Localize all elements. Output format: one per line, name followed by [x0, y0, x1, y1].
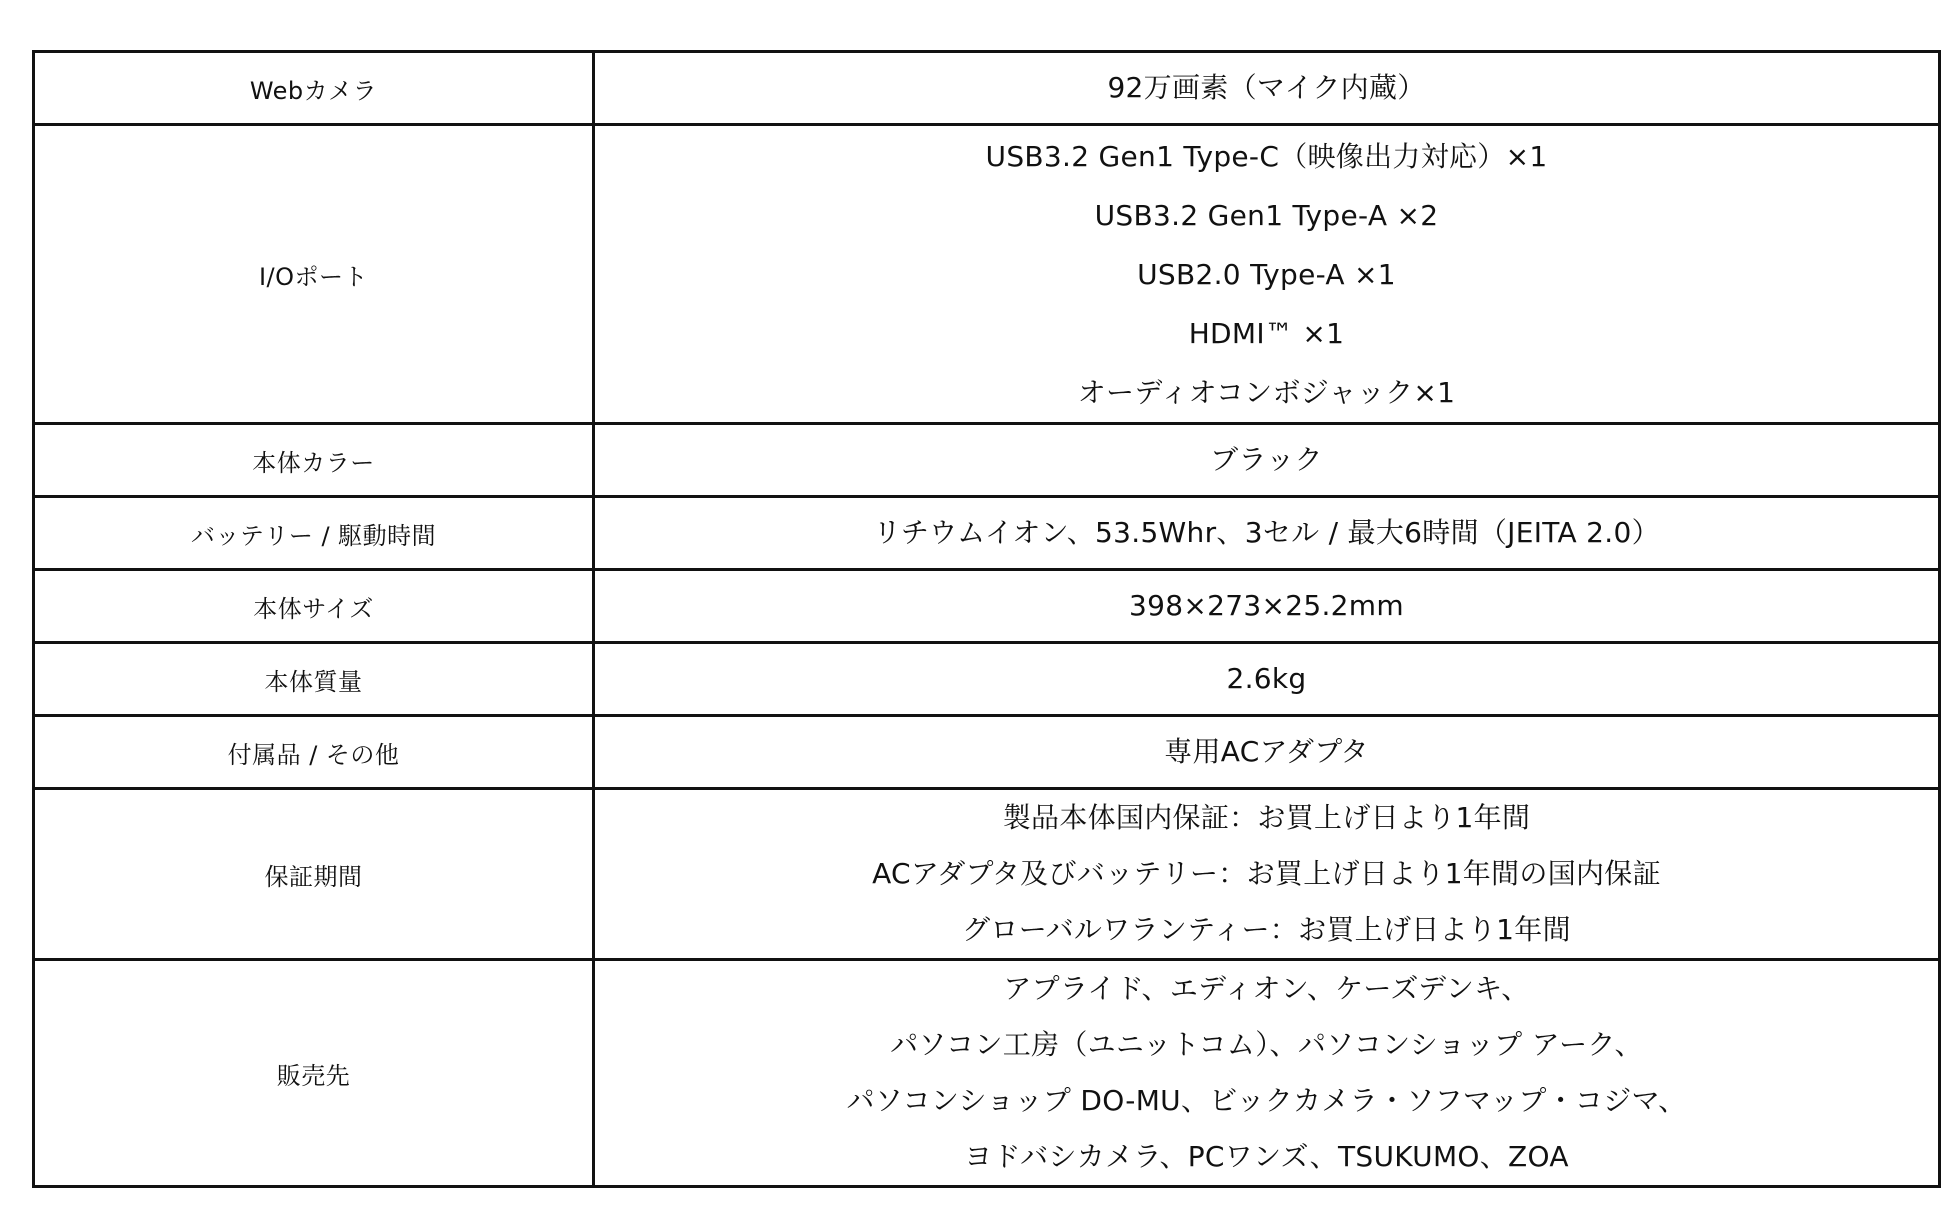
spec-value-line: パソコンショップ DO-MU、ビックカメラ・ソフマップ・コジマ、: [846, 1084, 1687, 1117]
spec-label: Webカメラ: [34, 52, 594, 125]
spec-value-line: ヨドバシカメラ、PCワンズ、TSUKUMO、ZOA: [964, 1140, 1569, 1173]
spec-value: [594, 424, 1940, 497]
spec-label: I/Oポート: [34, 125, 594, 424]
spec-value-line: USB3.2 Gen1 Type-C（映像出力対応）×1: [985, 139, 1548, 173]
spec-value: [594, 497, 1940, 570]
spec-value: [594, 960, 1940, 1187]
spec-label: 本体質量: [34, 643, 594, 716]
spec-value-line: グローバルワランティー：お買上げ日より1年間: [962, 913, 1571, 946]
spec-row-webcam: [34, 52, 1940, 125]
spec-value-line: ACアダプタ及びバッテリー：お買上げ日より1年間の国内保証: [872, 857, 1661, 890]
spec-row-battery: [34, 497, 1940, 570]
spec-value-line: HDMI™ ×1: [1188, 316, 1345, 350]
spec-label: 本体カラー: [34, 424, 594, 497]
spec-value-line: USB3.2 Gen1 Type-A ×2: [1094, 198, 1439, 232]
spec-value-line: 専用ACアダプタ: [1164, 735, 1369, 768]
spec-row-retailers: [34, 960, 1940, 1187]
spec-value: [594, 716, 1940, 789]
spec-row-warranty: [34, 789, 1940, 960]
spec-value-line: USB2.0 Type-A ×1: [1137, 257, 1396, 291]
spec-value: [594, 789, 1940, 960]
spec-label: 販売先: [34, 960, 594, 1187]
spec-value-line: 92万画素（マイク内蔵）: [1107, 71, 1426, 104]
spec-row-accessories: [34, 716, 1940, 789]
spec-value-line: ブラック: [1210, 443, 1323, 476]
spec-label: バッテリー / 駆動時間: [34, 497, 594, 570]
spec-value: [594, 643, 1940, 716]
spec-value-line: オーディオコンボジャック×1: [1077, 375, 1456, 409]
spec-value-line: リチウムイオン、53.5Whr、3セル / 最大6時間（JEITA 2.0）: [873, 516, 1660, 549]
spec-value: [594, 52, 1940, 125]
spec-label: 付属品 / その他: [34, 716, 594, 789]
spec-value: [594, 570, 1940, 643]
spec-label: 保証期間: [34, 789, 594, 960]
spec-row-weight: [34, 643, 1940, 716]
spec-value-line: 398×273×25.2mm: [1129, 589, 1404, 622]
spec-value: [594, 125, 1940, 424]
spec-value-line: パソコン工房（ユニットコム）、パソコンショップ アーク、: [890, 1028, 1643, 1061]
spec-row-io-ports: [34, 125, 1940, 424]
spec-row-body-size: [34, 570, 1940, 643]
spec-value-line: 製品本体国内保証：お買上げ日より1年間: [1002, 801, 1531, 834]
spec-row-body-color: [34, 424, 1940, 497]
spec-value-line: アプライド、エディオン、ケーズデンキ、: [1003, 972, 1530, 1005]
spec-table: [32, 50, 1941, 1188]
spec-value-line: 2.6kg: [1226, 662, 1307, 695]
spec-label: 本体サイズ: [34, 570, 594, 643]
